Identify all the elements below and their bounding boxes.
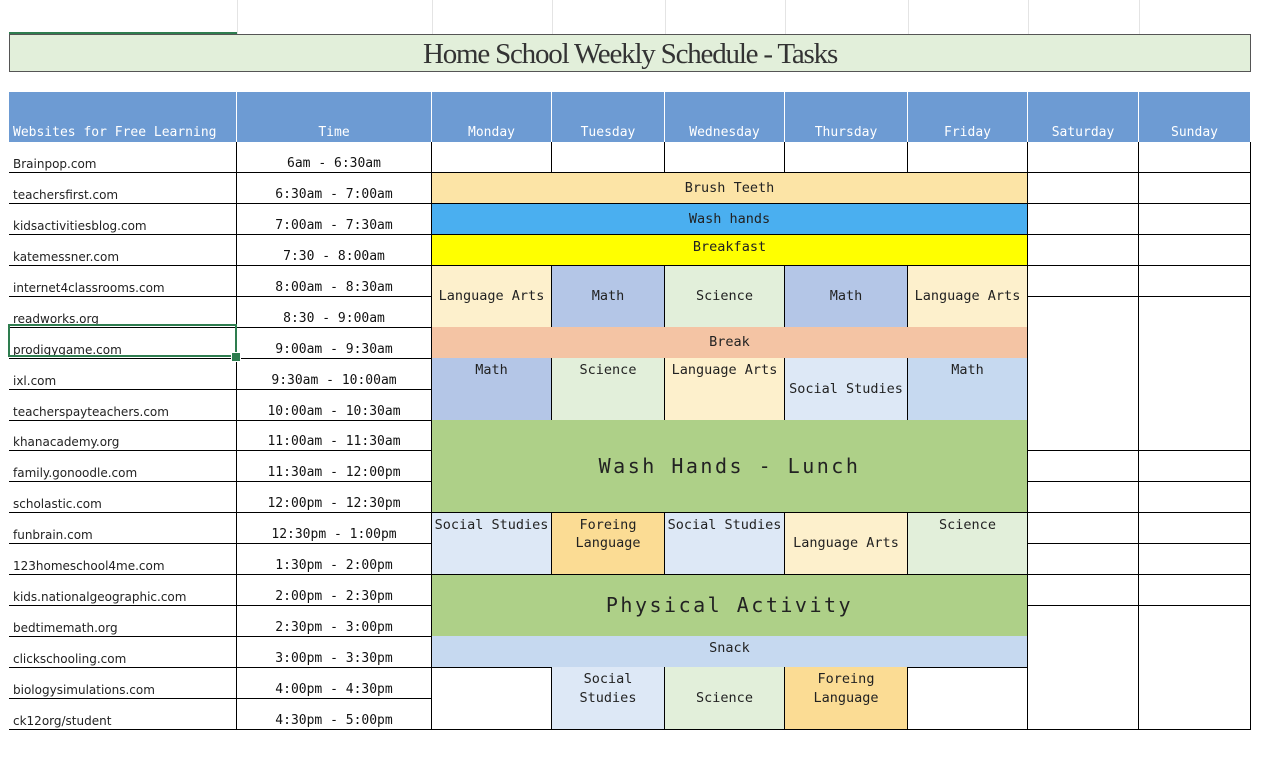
website-cell[interactable]: readworks.org xyxy=(9,297,237,328)
time-cell[interactable]: 1:30pm - 2:00pm xyxy=(237,544,432,575)
empty-cell[interactable] xyxy=(1139,544,1251,575)
website-cell[interactable]: katemessner.com xyxy=(9,235,237,266)
website-cell[interactable]: 123homeschool4me.com xyxy=(9,544,237,575)
task-block-break[interactable]: Break xyxy=(432,327,1028,358)
empty-cell[interactable] xyxy=(1028,420,1139,451)
column-header-tuesday[interactable]: Tuesday xyxy=(552,92,665,142)
task-block-foreing-language[interactable]: Foreing Language xyxy=(552,513,665,575)
fill-handle[interactable] xyxy=(231,352,241,362)
task-block-foreing-language[interactable]: Foreing Language xyxy=(785,667,908,729)
time-cell[interactable]: 11:30am - 12:00pm xyxy=(237,451,432,482)
task-block-social-studies[interactable]: Social Studies xyxy=(432,513,552,575)
empty-cell[interactable] xyxy=(1028,575,1139,606)
website-cell[interactable]: scholastic.com xyxy=(9,482,237,513)
time-cell[interactable]: 9:30am - 10:00am xyxy=(237,358,432,389)
empty-cell[interactable] xyxy=(1028,266,1139,297)
website-cell[interactable]: bedtimemath.org xyxy=(9,606,237,637)
task-block-wash-hands[interactable]: Wash hands xyxy=(432,204,1028,235)
empty-cell[interactable] xyxy=(1028,327,1139,358)
task-block-language-arts[interactable]: Language Arts xyxy=(908,266,1028,328)
empty-cell[interactable] xyxy=(1139,235,1251,266)
empty-cell[interactable] xyxy=(1139,173,1251,204)
task-block-math[interactable]: Math xyxy=(785,266,908,328)
empty-cell[interactable] xyxy=(1028,235,1139,266)
time-cell[interactable]: 4:30pm - 5:00pm xyxy=(237,698,432,729)
time-cell[interactable]: 4:00pm - 4:30pm xyxy=(237,667,432,698)
website-cell[interactable]: clickschooling.com xyxy=(9,636,237,667)
column-header-sunday[interactable]: Sunday xyxy=(1139,92,1251,142)
empty-cell[interactable] xyxy=(1139,667,1251,698)
empty-cell[interactable] xyxy=(1139,266,1251,297)
column-header-time[interactable]: Time xyxy=(237,92,432,142)
column-header-websites[interactable]: Websites for Free Learning xyxy=(9,92,237,142)
empty-cell[interactable] xyxy=(1028,667,1139,698)
empty-cell[interactable] xyxy=(1028,297,1139,328)
empty-cell[interactable] xyxy=(1139,297,1251,328)
task-block-breakfast[interactable]: Breakfast xyxy=(432,235,1028,266)
time-cell[interactable]: 8:00am - 8:30am xyxy=(237,266,432,297)
task-block-language-arts[interactable]: Language Arts xyxy=(665,358,785,420)
time-cell[interactable]: 12:00pm - 12:30pm xyxy=(237,482,432,513)
empty-cell[interactable] xyxy=(1139,482,1251,513)
task-block-brush-teeth[interactable]: Brush Teeth xyxy=(432,173,1028,204)
time-cell[interactable]: 7:30 - 8:00am xyxy=(237,235,432,266)
column-header-wednesday[interactable]: Wednesday xyxy=(665,92,785,142)
time-cell[interactable]: 10:00am - 10:30am xyxy=(237,389,432,420)
empty-cell[interactable] xyxy=(1028,482,1139,513)
empty-cell[interactable] xyxy=(908,667,1028,698)
time-cell[interactable]: 2:30pm - 3:00pm xyxy=(237,606,432,637)
empty-cell[interactable] xyxy=(1028,173,1139,204)
task-block-science[interactable]: Science xyxy=(665,266,785,328)
time-cell[interactable]: 12:30pm - 1:00pm xyxy=(237,513,432,544)
empty-cell[interactable] xyxy=(1139,142,1251,173)
empty-cell[interactable] xyxy=(1139,420,1251,451)
time-cell[interactable]: 6:30am - 7:00am xyxy=(237,173,432,204)
website-cell[interactable]: khanacademy.org xyxy=(9,420,237,451)
website-cell[interactable]: prodigygame.com xyxy=(9,327,237,358)
empty-cell[interactable] xyxy=(1028,389,1139,420)
task-block-snack[interactable]: Snack xyxy=(432,636,1028,667)
task-block-wash-hands-lunch[interactable]: Wash Hands - Lunch xyxy=(432,420,1028,513)
website-cell[interactable]: Brainpop.com xyxy=(9,142,237,173)
website-cell[interactable]: funbrain.com xyxy=(9,513,237,544)
empty-cell[interactable] xyxy=(1139,575,1251,606)
page-title[interactable]: Home School Weekly Schedule - Tasks xyxy=(9,34,1251,72)
website-cell[interactable]: kids.nationalgeographic.com xyxy=(9,575,237,606)
empty-cell[interactable] xyxy=(552,142,665,173)
website-cell[interactable]: teacherspayteachers.com xyxy=(9,389,237,420)
empty-cell[interactable] xyxy=(1028,451,1139,482)
empty-cell[interactable] xyxy=(432,698,552,729)
time-cell[interactable]: 9:00am - 9:30am xyxy=(237,327,432,358)
website-cell[interactable]: teachersfirst.com xyxy=(9,173,237,204)
empty-cell[interactable] xyxy=(1139,606,1251,637)
column-header-thursday[interactable]: Thursday xyxy=(785,92,908,142)
task-block-math[interactable]: Math xyxy=(908,358,1028,420)
empty-cell[interactable] xyxy=(785,142,908,173)
empty-cell[interactable] xyxy=(1139,358,1251,389)
task-block-science[interactable]: Science xyxy=(908,513,1028,575)
empty-cell[interactable] xyxy=(908,698,1028,729)
empty-cell[interactable] xyxy=(1139,327,1251,358)
website-cell[interactable]: family.gonoodle.com xyxy=(9,451,237,482)
empty-cell[interactable] xyxy=(908,142,1028,173)
task-block-language-arts[interactable]: Language Arts xyxy=(432,266,552,328)
website-cell[interactable]: internet4classrooms.com xyxy=(9,266,237,297)
empty-cell[interactable] xyxy=(1028,204,1139,235)
column-header-friday[interactable]: Friday xyxy=(908,92,1028,142)
selected-cell-outline xyxy=(8,324,237,357)
empty-cell[interactable] xyxy=(1028,142,1139,173)
time-cell[interactable]: 11:00am - 11:30am xyxy=(237,420,432,451)
empty-cell[interactable] xyxy=(1028,544,1139,575)
empty-cell[interactable] xyxy=(1139,636,1251,667)
time-cell[interactable]: 3:00pm - 3:30pm xyxy=(237,636,432,667)
website-cell[interactable]: ck12org/student xyxy=(9,698,237,729)
website-cell[interactable]: ixl.com xyxy=(9,358,237,389)
column-header-saturday[interactable]: Saturday xyxy=(1028,92,1139,142)
time-cell[interactable]: 6am - 6:30am xyxy=(237,142,432,173)
empty-cell[interactable] xyxy=(1139,204,1251,235)
empty-cell[interactable] xyxy=(665,142,785,173)
empty-cell[interactable] xyxy=(1139,451,1251,482)
task-block-language-arts[interactable]: Language Arts xyxy=(785,513,908,575)
task-block-science[interactable]: Science xyxy=(552,358,665,420)
empty-cell[interactable] xyxy=(1028,606,1139,637)
time-cell[interactable]: 8:30 - 9:00am xyxy=(237,297,432,328)
task-block-social-studies[interactable]: Social Studies xyxy=(665,513,785,575)
task-block-math[interactable]: Math xyxy=(432,358,552,420)
empty-cell[interactable] xyxy=(1028,636,1139,667)
time-cell[interactable]: 2:00pm - 2:30pm xyxy=(237,575,432,606)
column-header-monday[interactable]: Monday xyxy=(432,92,552,142)
time-cell[interactable]: 7:00am - 7:30am xyxy=(237,204,432,235)
empty-cell[interactable] xyxy=(1139,389,1251,420)
task-block-science[interactable]: Science xyxy=(665,667,785,729)
empty-cell[interactable] xyxy=(1028,698,1139,729)
empty-cell[interactable] xyxy=(1028,513,1139,544)
empty-cell[interactable] xyxy=(432,142,552,173)
task-block-social-studies[interactable]: Social Studies xyxy=(552,667,665,729)
empty-cell[interactable] xyxy=(1028,358,1139,389)
empty-cell[interactable] xyxy=(1139,513,1251,544)
empty-cell[interactable] xyxy=(1139,698,1251,729)
task-block-physical-activity[interactable]: Physical Activity xyxy=(432,575,1028,637)
task-block-social-studies[interactable]: Social Studies xyxy=(785,358,908,420)
task-block-math[interactable]: Math xyxy=(552,266,665,328)
website-cell[interactable]: kidsactivitiesblog.com xyxy=(9,204,237,235)
website-cell[interactable]: biologysimulations.com xyxy=(9,667,237,698)
empty-cell[interactable] xyxy=(432,667,552,698)
